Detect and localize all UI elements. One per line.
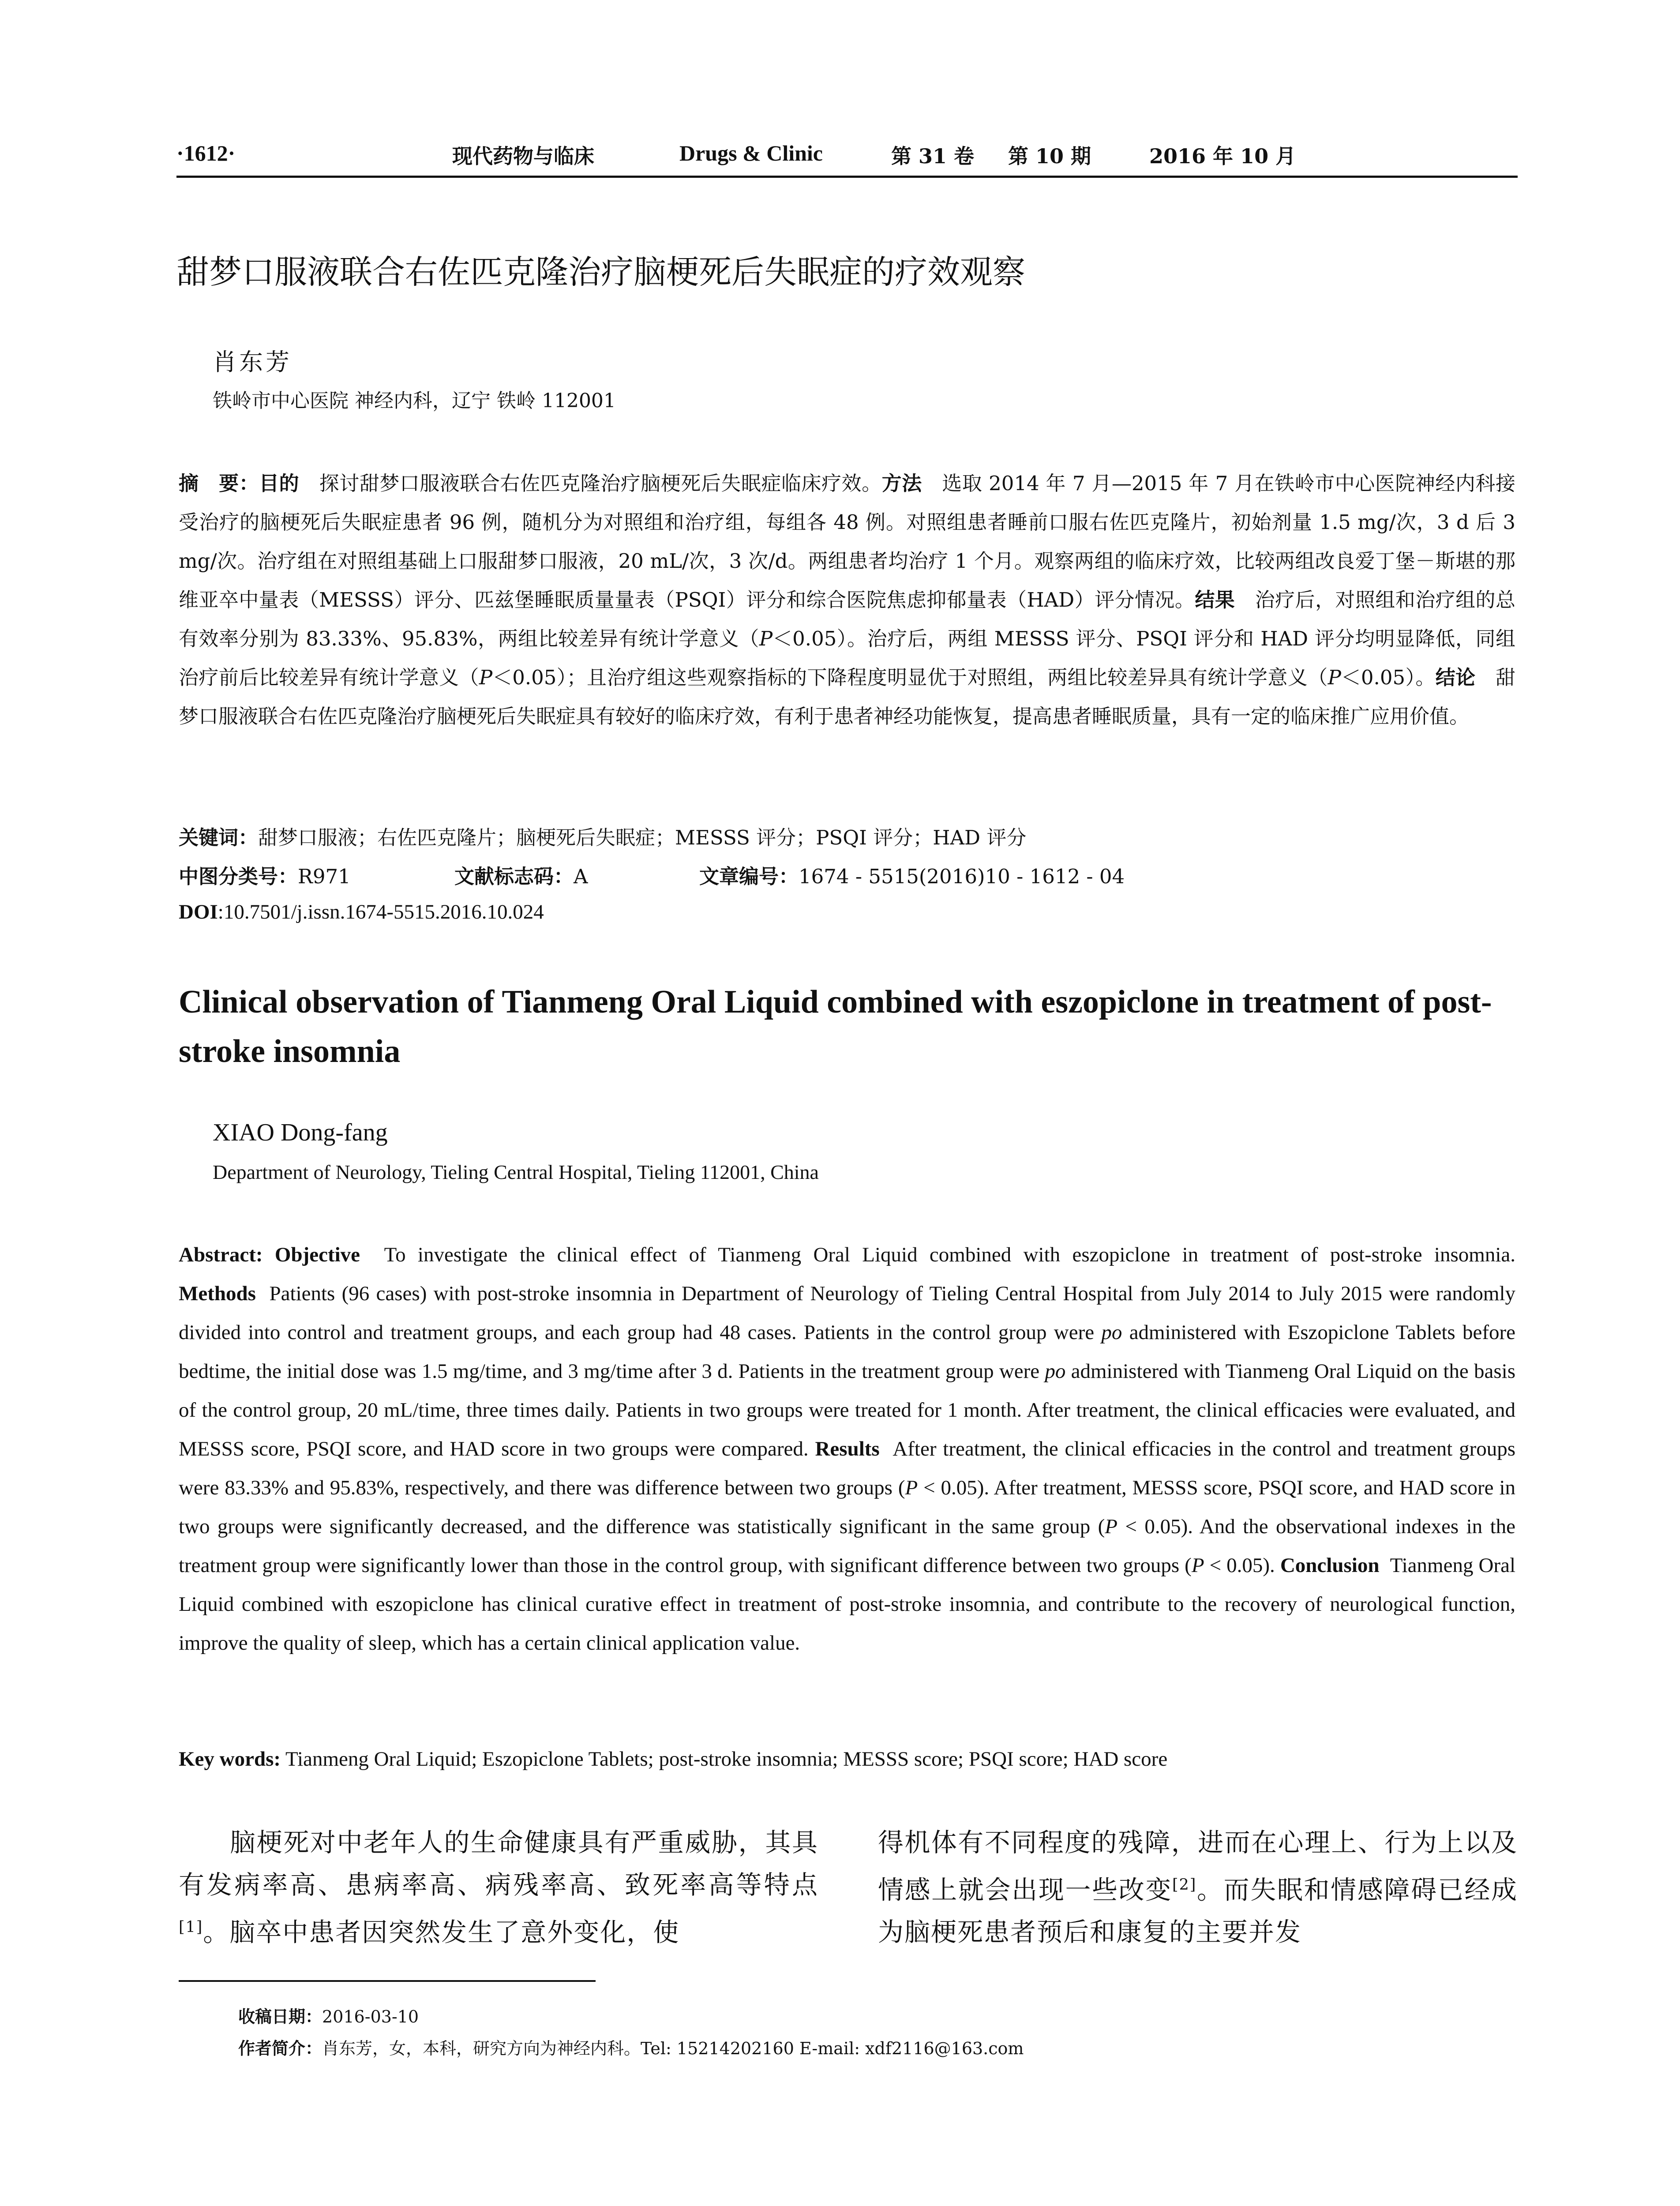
results-cn-1: 治疗后，对照组和治疗组的总有效率分别为 83.33%、95.83%，两组比较差异有统计学意义（ xyxy=(179,588,1515,650)
bio-label: 作者简介： xyxy=(238,2039,322,2058)
po-term: po xyxy=(1045,1360,1066,1383)
abstract-en-label: Abstract: xyxy=(179,1243,263,1266)
footnote-rule xyxy=(179,1980,596,1982)
p-symbol: P xyxy=(1328,666,1341,689)
results-cn-4: ＜0.05）。 xyxy=(1341,666,1436,689)
results-en-1: After treatment, the clinical efficacies in the control and treatment groups were 83.33% and 95.83%, respectively, and there was difference between two groups ( xyxy=(179,1437,1516,1499)
keywords-en-text: Tianmeng Oral Liquid; Eszopiclone Tablets; post-stroke insomnia; MESSS score; PSQI score; HAD score xyxy=(281,1748,1168,1771)
keywords-en-label: Key words: xyxy=(179,1748,281,1771)
received-date xyxy=(238,2003,419,2027)
objective-label-cn: 目的 xyxy=(259,472,300,495)
results-en-2: < 0.05). After treatment, MESSS score, PSQI score, and HAD score in two groups were significantly decreased, and the difference was statistically significant in the same group ( xyxy=(179,1476,1515,1538)
issue: 第 10 期 xyxy=(1008,144,1091,168)
body-left-text-1: 脑梗死对中老年人的生命健康具有严重威胁，其具有发病率高、患病率高、病残率高、致死率高等特点 xyxy=(179,1827,818,1900)
classification-line xyxy=(179,860,1515,887)
received-value: 2016-03-10 xyxy=(322,2007,419,2026)
results-en-3: < 0.05). And the observational indexes in the treatment group were significantly lower than those in the control group, with significant difference between two groups ( xyxy=(179,1515,1515,1577)
body-right-text-1: 得机体有不同程度的残障，进而在心理上、行为上以及情感上就会出现一些改变 xyxy=(878,1827,1518,1905)
doi-label: DOI xyxy=(179,900,218,923)
author-bio xyxy=(238,2035,1024,2059)
volume: 第 31 卷 xyxy=(891,144,975,168)
body-right-text-2: 。而失眠和情感障碍已经成为脑梗死患者预后和康复的主要并发 xyxy=(878,1875,1518,1947)
methods-en-3: administered with Tianmeng Oral Liquid on the basis of the control group, 20 mL/time, three times daily. Patients in two groups were treated for 1 month. After treatment, the clinical efficacies were evaluated, and MESSS score, PSQI score, and HAD score in two groups were compared. xyxy=(179,1360,1515,1460)
doc-code-label: 文献标志码： xyxy=(454,865,574,888)
conclusion-en: Tianmeng Oral Liquid combined with eszopiclone has clinical curative effect in treatment of post-stroke insomnia, and contribute to the recovery of neurological function, improve the quality of sleep, which has a certain clinical application value. xyxy=(179,1554,1516,1654)
methods-en-1: Patients (96 cases) with post-stroke insomnia in Department of Neurology of Tieling Central Hospital from July 2014 to July 2015 were randomly divided into control and treatment groups, and each group had 48 cases. Patients in the control group were xyxy=(179,1282,1516,1344)
objective-cn: 探讨甜梦口服液联合右佐匹克隆治疗脑梗死后失眠症临床疗效。 xyxy=(319,472,882,495)
results-en-4: < 0.05). xyxy=(1204,1554,1275,1577)
abstract-cn-label: 摘 要： xyxy=(179,472,259,495)
objective-label-en: Objective xyxy=(274,1243,360,1266)
results-cn-3: ＜0.05）；且治疗组这些观察指标的下降程度明显优于对照组，两组比较差异具有统计学意义（ xyxy=(492,666,1328,689)
conclusion-label-en: Conclusion xyxy=(1280,1554,1380,1577)
p-symbol: P xyxy=(479,666,493,689)
affiliation-cn: 铁岭市中心医院 神经内科，辽宁 铁岭 112001 xyxy=(213,390,616,412)
keywords-cn-label: 关键词： xyxy=(179,826,259,849)
citation-ref[interactable]: [2] xyxy=(1172,1876,1197,1894)
keywords-en xyxy=(179,1747,1167,1771)
results-label-cn: 结果 xyxy=(1195,588,1235,612)
citation-ref[interactable]: [1] xyxy=(179,1918,203,1936)
conclusion-label-cn: 结论 xyxy=(1435,666,1476,689)
keywords-cn xyxy=(179,822,1026,850)
objective-en: To investigate the clinical effect of Tianmeng Oral Liquid combined with eszopiclone in treatment of post-stroke insomnia. xyxy=(384,1243,1516,1266)
abstract-en xyxy=(179,1235,1515,1662)
clc-label: 中图分类号： xyxy=(179,865,298,888)
doi-value[interactable]: :10.7501/j.issn.1674-5515.2016.10.024 xyxy=(218,900,544,923)
methods-label-en: Methods xyxy=(179,1282,256,1305)
clc-code: R971 xyxy=(298,865,351,888)
doi-line xyxy=(179,900,544,924)
methods-label-cn: 方法 xyxy=(881,472,922,495)
conclusion-cn: 甜梦口服液联合右佐匹克隆治疗脑梗死后失眠症具有较好的临床疗效，有利于患者神经功能恢复，提高患者睡眠质量，具有一定的临床推广应用价值。 xyxy=(179,666,1515,728)
issue-date: 2016 年 10 月 xyxy=(1149,144,1296,168)
bio-text: 肖东芳，女，本科，研究方向为神经内科。Tel: 15214202160 E-mail: xdf2116@163.com xyxy=(322,2039,1024,2058)
methods-cn: 选取 2014 年 7 月—2015 年 7 月在铁岭市中心医院神经内科接受治疗的脑梗死后失眠症患者 96 例，随机分为对照组和治疗组，每组各 48 例。对照组患者睡前口服右佐匹克隆片，初始剂量 1.5 mg/次，3 d 后 3 mg/次。治疗组在对照组基础上口服甜梦口服液，20 mL/次，3 次/d。两组患者均治疗 1 个月。观察两组的临床疗效，比较两组改良爱丁堡－斯堪的那维亚卒中量表（MESSS）评分、匹兹堡睡眠质量量表（PSQI）评分和综合医院焦虑抑郁量表（HAD）评分情况。 xyxy=(179,472,1515,612)
body-column-left xyxy=(179,1821,818,1953)
header-rule xyxy=(176,176,1518,178)
body-column-right xyxy=(878,1821,1518,1953)
abstract-cn xyxy=(179,464,1515,736)
results-label-en: Results xyxy=(815,1437,880,1460)
journal-name-cn: 现代药物与临床 xyxy=(452,144,594,168)
p-symbol: P xyxy=(1105,1515,1118,1538)
page-number: ·1612· xyxy=(176,141,236,165)
affiliation-en: Department of Neurology, Tieling Central Hospital, Tieling 112001, China xyxy=(213,1161,819,1183)
author-en: XIAO Dong-fang xyxy=(213,1119,388,1146)
author-cn: 肖东芳 xyxy=(213,348,292,376)
results-cn-2: ＜0.05）。治疗后，两组 MESSS 评分、PSQI 评分和 HAD 评分均明显降低，同组治疗前后比较差异有统计学意义（ xyxy=(179,627,1516,689)
article-no-label: 文章编号： xyxy=(699,865,799,888)
po-term: po xyxy=(1101,1321,1122,1344)
p-symbol: P xyxy=(759,627,773,650)
p-symbol: P xyxy=(1191,1554,1204,1577)
title-en: Clinical observation of Tianmeng Oral Liquid combined with eszopiclone in treatment of post-stroke insomnia xyxy=(179,984,1492,1069)
journal-name-en: Drugs & Clinic xyxy=(679,141,823,165)
article-no: 1674 - 5515(2016)10 - 1612 - 04 xyxy=(799,865,1125,888)
running-header xyxy=(176,140,1518,171)
received-label: 收稿日期： xyxy=(238,2007,322,2026)
doc-code: A xyxy=(574,865,588,888)
methods-en-2: administered with Eszopiclone Tablets before bedtime, the initial dose was 1.5 mg/time, and 3 mg/time after 3 d. Patients in the treatment group were xyxy=(179,1321,1516,1383)
body-left-text-2: 。脑卒中患者因突然发生了意外变化，使 xyxy=(203,1917,680,1947)
keywords-cn-text: 甜梦口服液；右佐匹克隆片；脑梗死后失眠症；MESSS 评分；PSQI 评分；HAD 评分 xyxy=(258,826,1027,849)
p-symbol: P xyxy=(905,1476,918,1499)
title-cn: 甜梦口服液联合右佐匹克隆治疗脑梗死后失眠症的疗效观察 xyxy=(176,253,1025,291)
